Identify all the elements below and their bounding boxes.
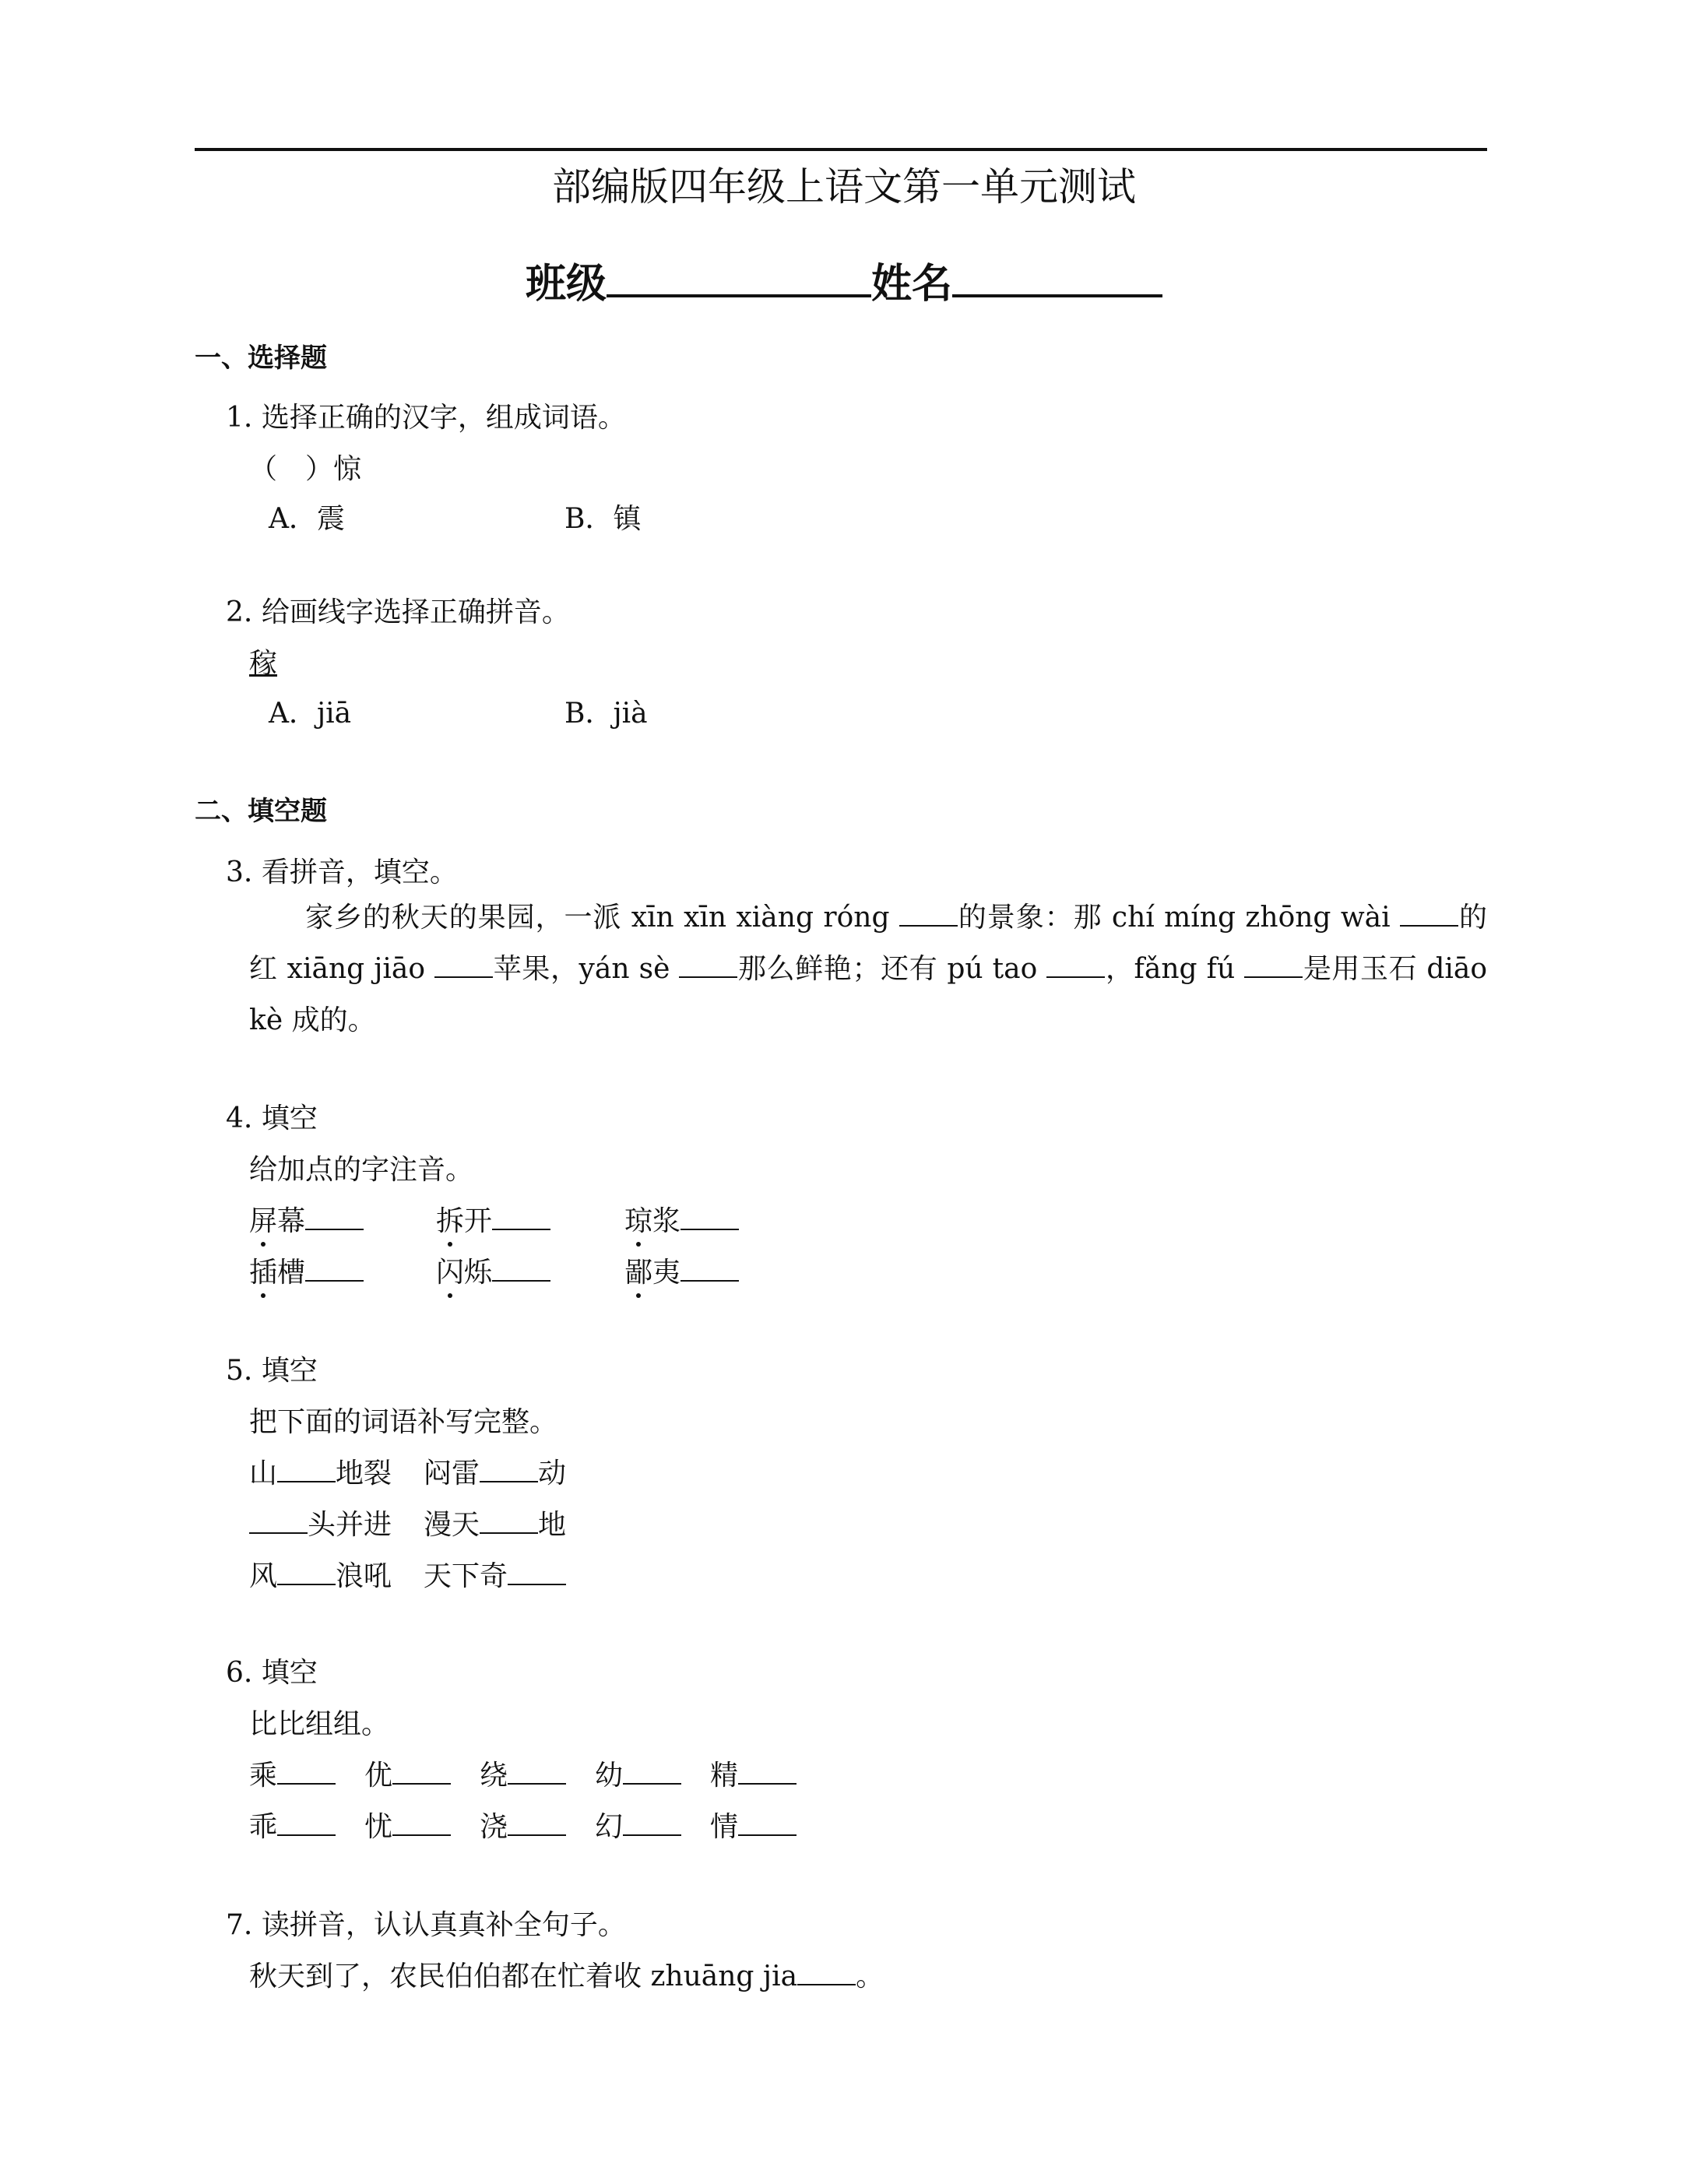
name-field[interactable] [952,255,1162,297]
section-heading-choice: 一、选择题 [195,343,327,374]
q5-stem: 填空 [261,1355,318,1387]
q1-number: 1. [226,402,253,434]
q3-passage: 家乡的秋天的果园，一派 xīn xīn xiàng róng 的景象：那 chí míng zhōng wài 的红 xiāng jiāo 苹果，yán sè 那么鲜艳；还有 pú tao ，fǎng fú 是用玉石 diāo kè 成的。 [249,902,1488,1036]
question-6 [226,1651,318,1690]
q6-item: 绕 [480,1753,566,1793]
q6-item: 乘 [249,1753,336,1793]
blank[interactable] [623,1811,681,1836]
section-heading-fill: 二、填空题 [195,796,327,827]
blank[interactable] [738,1811,797,1836]
q5-instruction: 把下面的词语补写完整。 [249,1406,558,1438]
q1-stem: 选择正确的汉字，组成词语。 [261,402,626,434]
class-label: 班级 [525,260,607,308]
blank[interactable] [277,1560,336,1585]
q4-item: 琼浆 [624,1199,739,1239]
q4-number: 4. [226,1103,253,1134]
q6-number: 6. [226,1657,253,1689]
blank[interactable] [305,1257,364,1282]
blank[interactable] [899,902,958,927]
q1-prompt: （ ）惊 [249,453,362,485]
blank[interactable] [434,953,493,978]
q2-underlined-char: 稼 [249,648,278,680]
blank[interactable] [480,1509,538,1534]
q4-item: 鄙夷 [624,1250,739,1290]
question-7 [226,1903,626,1943]
blank[interactable] [508,1811,566,1836]
blank[interactable] [277,1811,336,1836]
blank[interactable] [1244,953,1303,978]
blank[interactable] [480,1458,538,1482]
blank[interactable] [305,1205,364,1230]
q2-option-a[interactable]: A．jiā [269,698,352,730]
q6-item: 忧 [364,1805,451,1845]
question-1 [226,396,626,435]
q5-item: 漫天 地 [424,1509,567,1541]
q4-item: 闪烁 [436,1250,550,1290]
blank[interactable] [392,1760,451,1785]
blank[interactable] [492,1257,550,1282]
blank[interactable] [508,1560,566,1585]
q4-item: 拆开 [436,1199,550,1239]
blank[interactable] [492,1205,550,1230]
question-5 [226,1349,318,1388]
q6-item: 情 [710,1805,797,1845]
q6-item: 精 [710,1753,797,1793]
q7-sentence: 秋天到了，农民伯伯都在忙着收 zhuāng jia 。 [249,1961,884,1992]
class-field[interactable] [607,255,871,297]
q4-item: 插槽 [249,1250,364,1290]
q6-item: 浇 [480,1805,566,1845]
q6-item: 乖 [249,1805,336,1845]
blank[interactable] [680,1205,739,1230]
blank[interactable] [679,953,737,978]
header-rule [195,148,1487,151]
blank[interactable] [277,1760,336,1785]
q5-item: 头并进 [249,1503,392,1542]
blank[interactable] [392,1811,451,1836]
blank[interactable] [680,1257,739,1282]
q5-item: 天下奇 [424,1554,566,1594]
q6-instruction: 比比组组。 [249,1708,390,1740]
student-info [0,251,1688,309]
blank[interactable] [508,1760,566,1785]
q2-number: 2. [226,596,253,628]
blank[interactable] [797,1961,856,1985]
q7-number: 7. [226,1909,253,1941]
name-label: 姓名 [871,260,953,308]
q5-item: 风 浪吼 [249,1560,392,1592]
q5-number: 5. [226,1355,253,1387]
q6-stem: 填空 [261,1657,318,1689]
blank[interactable] [738,1760,797,1785]
q2-stem: 给画线字选择正确拼音。 [261,596,570,628]
blank[interactable] [1046,953,1105,978]
q4-item: 屏幕 [249,1199,364,1239]
blank[interactable] [623,1760,681,1785]
question-3 [226,850,458,890]
question-4 [226,1096,318,1136]
q6-item: 幼 [595,1753,681,1793]
q4-stem: 填空 [261,1103,318,1134]
q1-option-b[interactable]: B．镇 [564,503,642,535]
q6-item: 幻 [595,1805,681,1845]
q3-stem: 看拼音，填空。 [261,856,458,888]
q1-option-a[interactable]: A．震 [269,503,345,535]
blank[interactable] [1400,902,1458,927]
q7-stem: 读拼音，认认真真补全句子。 [261,1909,626,1941]
page-title: 部编版四年级上语文第一单元测试 [552,164,1136,209]
q3-number: 3. [226,856,253,888]
blank[interactable] [277,1458,336,1482]
q5-item: 山 地裂 [249,1458,392,1489]
q2-option-b[interactable]: B．jià [564,698,648,730]
q4-instruction: 给加点的字注音。 [249,1154,474,1186]
q5-item: 闷雷 动 [424,1458,567,1489]
blank[interactable] [249,1509,308,1534]
question-2 [226,590,570,630]
q6-item: 优 [364,1753,451,1793]
